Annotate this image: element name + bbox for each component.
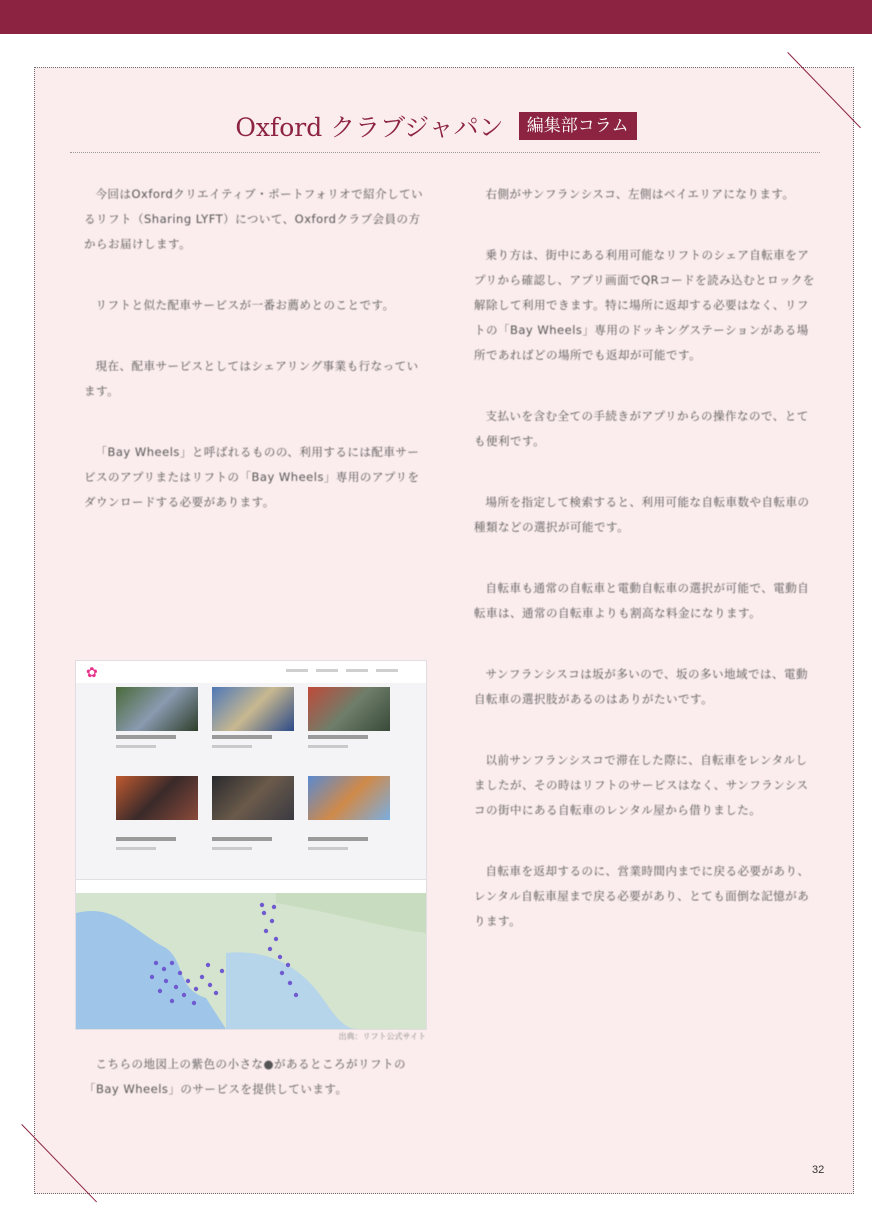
- city-image: [212, 776, 294, 820]
- title-badge: 編集部コラム: [519, 112, 637, 140]
- paragraph: 場所を指定して検索すると、利用可能な自転車数や自転車の種類などの選択が可能です。: [474, 495, 810, 534]
- page-number: 32: [812, 1164, 825, 1176]
- paragraph: 以前サンフランシスコで滞在した際に、自転車をレンタルしましたが、その時はリフトのサービスはなく、サンフランシスコの街中にある自転車のレンタル屋から借りました。: [474, 753, 809, 817]
- paragraph: 自転車を返却するのに、営業時間内までに戻る必要があり、レンタル自転車屋まで戻る必要があり、とても面倒な記憶があります。: [474, 864, 810, 928]
- right-column: [474, 182, 817, 970]
- nav-item: [346, 669, 368, 672]
- page-title: [0, 108, 872, 144]
- screenshot-divider: [76, 879, 426, 894]
- screenshot-header: [76, 661, 426, 683]
- city-subtext: [212, 847, 252, 850]
- city-label: [308, 837, 368, 841]
- title-divider: [70, 152, 820, 153]
- city-image: [116, 687, 198, 731]
- left-column: [84, 182, 427, 551]
- paragraph: こちらの地図上の紫色の小さな●があるところがリフトの「Bay Wheels」のサービスを提供しています。: [84, 1057, 407, 1096]
- city-label: [308, 735, 368, 739]
- city-subtext: [116, 745, 156, 748]
- city-subtext: [116, 847, 156, 850]
- nav-item: [376, 669, 398, 672]
- paragraph: 乗り方は、街中にある利用可能なリフトのシェア自転車をアプリから確認し、アプリ画面でQRコードを読み込むとロックを解除して利用できます。特に場所に返却する必要はなく、リフトの「Bay Wheels」専用のドッキングステーションがある場所であればどの場所でも返却が可能です。: [474, 248, 815, 362]
- title-text: Oxford クラブジャパン: [235, 113, 504, 142]
- city-label: [212, 735, 272, 739]
- city-image: [116, 776, 198, 820]
- city-label: [212, 837, 272, 841]
- city-subtext: [212, 745, 252, 748]
- header-bar: [0, 0, 872, 34]
- paragraph: 「Bay Wheels」と呼ばれるものの、利用するには配車サービスのアプリまたはリフトの「Bay Wheels」専用のアプリをダウンロードする必要があります。: [84, 445, 420, 509]
- map-graphic: [76, 893, 426, 1029]
- left-column-bottom: [84, 1052, 427, 1138]
- city-label: [116, 735, 176, 739]
- paragraph: 現在、配車サービスとしてはシェアリング事業も行なっています。: [84, 359, 419, 398]
- paragraph: 支払いを含む全ての手続きがアプリからの操作なので、とても便利です。: [474, 409, 809, 448]
- paragraph: サンフランシスコは坂が多いので、坂の多い地域では、電動自転車の選択肢があるのはありがたいです。: [474, 667, 809, 706]
- lyft-logo-icon: ✿: [86, 665, 98, 681]
- city-subtext: [308, 847, 348, 850]
- bike-map: [76, 893, 426, 1029]
- city-image: [212, 687, 294, 731]
- nav-item: [286, 669, 308, 672]
- paragraph: 自転車も通常の自転車と電動自転車の選択が可能で、電動自転車は、通常の自転車よりも割高な料金になります。: [474, 581, 810, 620]
- screenshot-caption: 出典：リフト公式サイト: [338, 1032, 426, 1041]
- city-image: [308, 776, 390, 820]
- city-label: [116, 837, 176, 841]
- nav-item: [316, 669, 338, 672]
- paragraph: リフトと似た配車サービスが一番お薦めとのことです。: [95, 298, 395, 312]
- city-image: [308, 687, 390, 731]
- city-subtext: [308, 745, 348, 748]
- lyft-screenshot: [75, 660, 427, 1030]
- paragraph: 今回はOxfordクリエイティブ・ポートフォリオで紹介しているリフト（Sharing LYFT）について、Oxfordクラブ会員の方からお届けします。: [84, 187, 424, 251]
- paragraph: 右側がサンフランシスコ、左側はベイエリアになります。: [485, 187, 795, 201]
